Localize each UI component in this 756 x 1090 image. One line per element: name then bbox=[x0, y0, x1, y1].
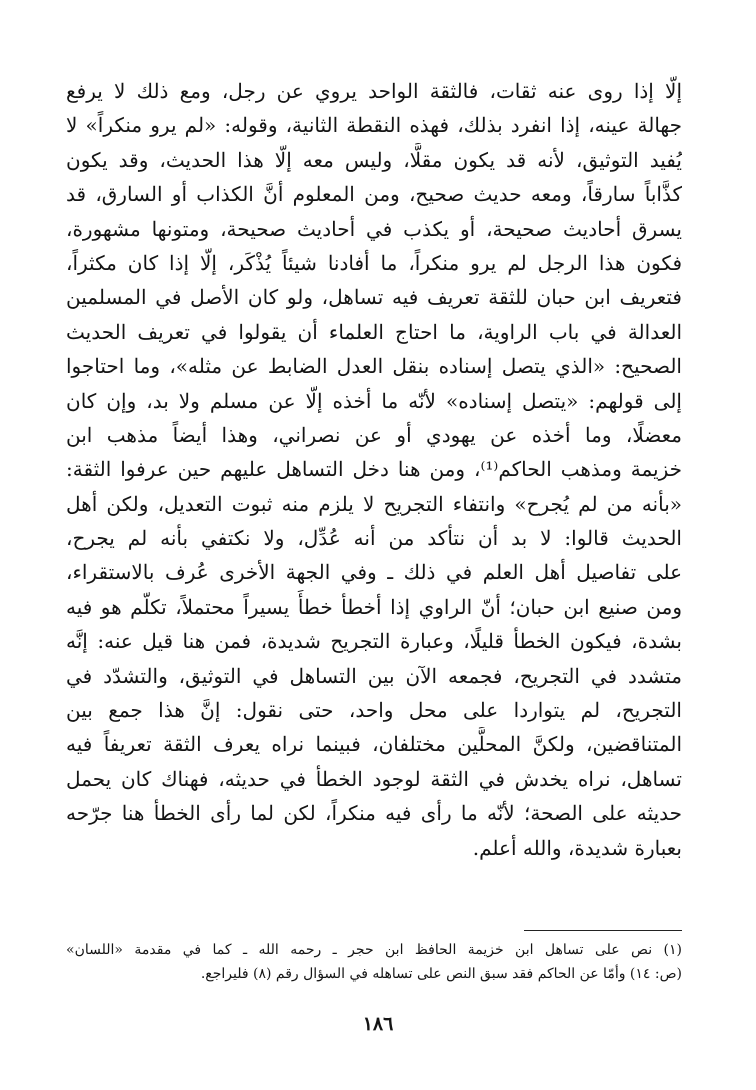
text-line: ومن صنيع ابن حبان؛ أنّ الراوي إذا أخطأ خطأً يسيراً محتملاً، تكلّم هو فيه bbox=[66, 594, 682, 619]
text-line: تساهل، نراه يخدش في الثقة لوجود الخطأ في حديثه، فهناك كان يحمل bbox=[66, 766, 682, 791]
text-line: التجريح، لم يتواردا على محل واحد، حتى نقول: إنَّ هذا جمع بين bbox=[66, 698, 682, 723]
text-line: الحديث قالوا: لا بد أن نتأكد من أنه عُدِّل، ولا نكتفي بأنه لم يجرح، bbox=[66, 526, 682, 551]
text-line: إلى قولهم: «يتصل إسناده» لأنّه ما أخذه إلّا عن مسلم ولا بد، وإن كان bbox=[66, 388, 682, 413]
text-line: «بأنه من لم يُجرح» وانتفاء التجريح لا يلزم منه ثبوت التعديل، ولكن أهل bbox=[66, 491, 682, 516]
footnote-line: (١) نص على تساهل ابن خزيمة الحافظ ابن حجر ـ رحمه الله ـ كما في مقدمة «اللسان» bbox=[66, 942, 682, 958]
text-line: بشدة، فيكون الخطأ قليلًا، وعبارة التجريح شديدة، فمن هنا قيل عنه: إنَّه bbox=[66, 629, 682, 654]
text-line: جهالة عينه، إذا انفرد بذلك، فهذه النقطة الثانية، وقوله: «لم يرو منكراً» لا bbox=[66, 113, 682, 138]
main-text bbox=[66, 74, 682, 865]
text-line: يُفيد التوثيق، لأنه قد يكون مقلًّا، وليس معه إلّا هذا الحديث، وقد يكون bbox=[66, 147, 682, 172]
text-line: معضلًا، وما أخذه عن يهودي أو عن نصراني، وهذا أيضاً مذهب ابن bbox=[66, 422, 682, 447]
text-line: حديثه على الصحة؛ لأنّه ما رأى فيه منكراً، لكن لما رأى الخطأ هنا جرّحه bbox=[66, 801, 682, 826]
text-line: الصحيح: «الذي يتصل إسناده بنقل العدل الضابط عن مثله»، وما احتاجوا bbox=[66, 354, 682, 379]
text-line: يسرق أحاديث صحيحة، أو يكذب في أحاديث صحيحة، ومتونها مشهورة، bbox=[66, 216, 682, 241]
footnote-divider bbox=[524, 930, 682, 931]
text-line: على تفاصيل أهل العلم في ذلك ـ وفي الجهة الأخرى عُرف بالاستقراء، bbox=[66, 560, 682, 585]
text-line: العدالة في باب الراوية، ما احتاج العلماء أن يقولوا في تعريف الحديث bbox=[66, 319, 682, 344]
text-line: كذَّاباً سارقاً، ومعه حديث صحيح، ومن المعلوم أنَّ الكذاب أو السارق، قد bbox=[66, 182, 682, 207]
text-line: إلّا إذا روى عنه ثقات، فالثقة الواحد يروي عن رجل، ومع ذلك لا يرفع bbox=[66, 79, 682, 103]
text-line: فتعريف ابن حبان للثقة تعريف فيه تساهل، ولو كان الأصل في المسلمين bbox=[66, 285, 682, 310]
text-line: خزيمة ومذهب الحاكم⁽¹⁾، ومن هنا دخل التساهل عليهم حين عرفوا الثقة: bbox=[66, 457, 682, 482]
text-line: متشدد في التجريح، فجمعه الآن بين التساهل في التوثيق، والتشدّد في bbox=[66, 663, 682, 688]
text-line: فكون هذا الرجل لم يرو منكراً، ما أفادنا شيئاً يُذْكَر، إلّا إذا كان مكثراً، bbox=[66, 250, 682, 275]
page-number: ١٨٦ bbox=[362, 1013, 394, 1035]
text-line-last: بعبارة شديدة، والله أعلم. bbox=[472, 835, 682, 860]
footnote-line: (ص: ١٤) وأمّا عن الحاكم فقد سبق النص على تساهله في السؤال رقم (٨) فليراجع. bbox=[200, 966, 682, 982]
footnotes bbox=[66, 938, 682, 986]
text-line: المتناقضين، ولكنَّ المحلَّين مختلفان، فبينما نراه يعرف الثقة تعريفاً فيه bbox=[66, 732, 682, 757]
